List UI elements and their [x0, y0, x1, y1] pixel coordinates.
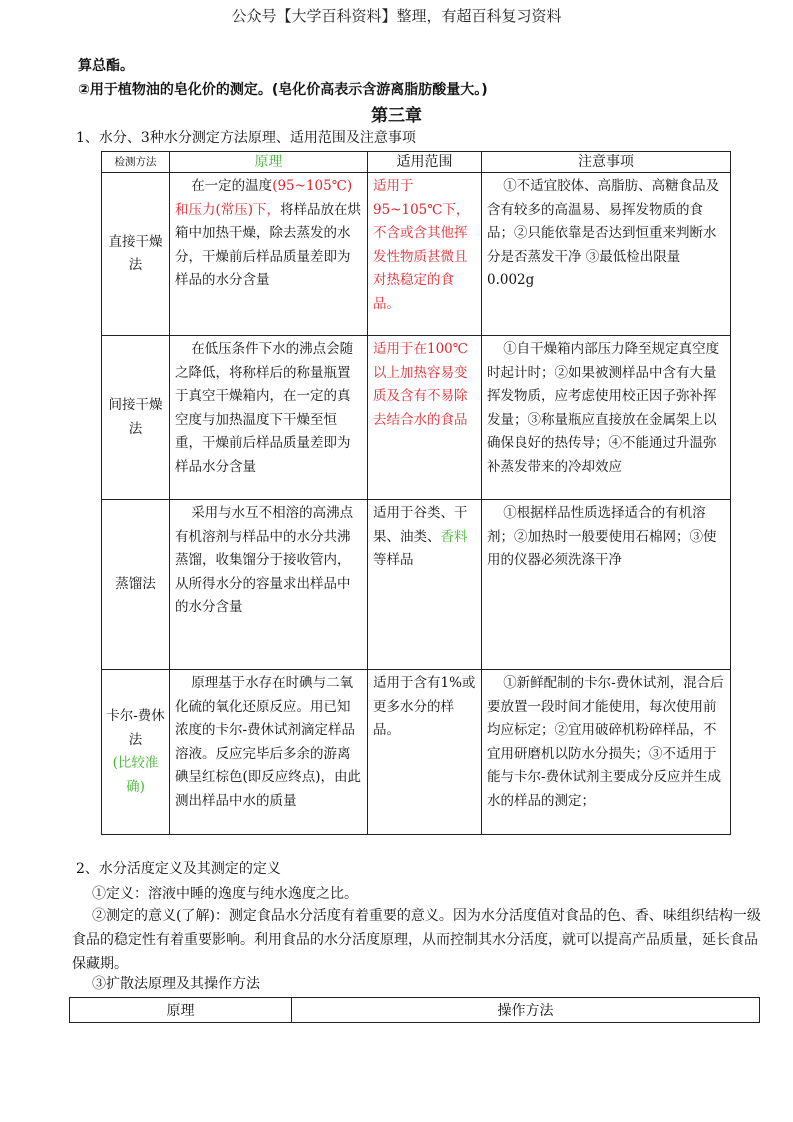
table-header-row — [102, 152, 731, 173]
header-principle: 原理 — [170, 152, 368, 173]
intro-line-1: 算总酯。 — [78, 58, 134, 74]
notes-cell: ①自干燥箱内部压力降至规定真空度时起计时；②如果被测样品中含有大量挥发物质，应考虑使用校正因子弥补挥发量；③称量瓶应直接放在金属架上以确保良好的热传导；④不能通过升温弥补蒸发带来的冷却效应 — [482, 336, 731, 500]
principle-cell: 在一定的温度(95~105℃)和压力(常压)下，将样品放在烘箱中加热干燥，除去蒸发的水分，干燥前后样品质量差即为样品的水分含量 — [170, 173, 368, 336]
table-row — [102, 500, 731, 670]
diffusion-method-title: ③扩散法原理及其操作方法 — [92, 976, 260, 992]
chapter-title: 第三章 — [371, 106, 422, 126]
scope-cell: 适用于谷类、干果、油类、香料等样品 — [368, 500, 482, 670]
notes-cell: ①根据样品性质选择适合的有机溶剂；②加热时一般要使用石棉网；③使用的仪器必须洗涤干净 — [482, 500, 731, 670]
header-scope: 适用范围 — [368, 152, 482, 173]
method-cell: 蒸馏法 — [102, 500, 170, 670]
scope-cell: 适用于含有1%或更多水分的样品。 — [368, 670, 482, 835]
scope-cell: 适用于在100℃以上加热容易变质及含有不易除去结合水的食品 — [368, 336, 482, 500]
principle-cell: 采用与水互不相溶的高沸点有机溶剂与样品中的水分共沸蒸馏，收集馏分于接收管内，从所得水分的容量求出样品中的水分含量 — [170, 500, 368, 670]
section1-title: 1、水分、3种水分测定方法原理、适用范围及注意事项 — [76, 130, 416, 146]
table-header-row — [70, 998, 760, 1023]
method-cell: 间接干燥法 — [102, 336, 170, 500]
principle-cell: 在低压条件下水的沸点会随之降低，将称样后的称量瓶置于真空干燥箱内，在一定的真空度与加热温度下干燥至恒重，干燥前后样品质量差即为样品水分含量 — [170, 336, 368, 500]
header-principle: 原理 — [70, 998, 292, 1023]
notes-cell: ①新鲜配制的卡尔-费休试剂，混合后要放置一段时间才能使用，每次使用前均应标定；②宜用破碎机粉碎样品，不宜用研磨机以防水分损失；③不适用于能与卡尔-费休试剂主要成分反应并生成水的样品的测定； — [482, 670, 731, 835]
method-cell — [102, 670, 170, 835]
table-row — [102, 173, 731, 336]
header-operation: 操作方法 — [292, 998, 760, 1023]
water-activity-definition: ①定义：溶液中睡的逸度与纯水逸度之比。 — [92, 886, 358, 902]
header-notes: 注意事项 — [482, 152, 731, 173]
scope-cell: 适用于95~105℃下，不含或含其他挥发性物质甚微且对热稳定的食品。 — [368, 173, 482, 336]
method-note: (比较准确) — [112, 755, 159, 795]
table-row — [102, 336, 731, 500]
page-header: 公众号【大学百科资料】整理，有超百科复习资料 — [231, 7, 562, 25]
method-name: 卡尔-费休法 — [106, 708, 165, 748]
header-method: 检测方法 — [102, 152, 170, 173]
section2-title: 2、水分活度定义及其测定的定义 — [76, 861, 281, 877]
notes-cell: ①不适宜胶体、高脂肪、高糖食品及含有较多的高温易、易挥发物质的食品；②只能依靠是否达到恒重来判断水分是否蒸发干净 ③最低检出限量 0.002g — [482, 173, 731, 336]
moisture-methods-table — [101, 151, 731, 835]
method-cell: 直接干燥法 — [102, 173, 170, 336]
water-activity-meaning: ②测定的意义(了解)：测定食品水分活度有着重要的意义。因为水分活度值对食品的色、香、味组织结构一级食品的稳定性有着重要影响。利用食品的水分活度原理，从而控制其水分活度，就可以提高产品质量，延长食品保藏期。 — [72, 908, 761, 972]
table-row — [102, 670, 731, 835]
principle-cell: 原理基于水存在时碘与二氧化硫的氧化还原反应。用已知浓度的卡尔-费休试剂滴定样品溶液。反应完毕后多余的游离碘呈红棕色(即反应终点)，由此测出样品中水的质量 — [170, 670, 368, 835]
diffusion-table — [69, 997, 760, 1023]
intro-line-2: ②用于植物油的皂化价的测定。(皂化价高表示含游离脂肪酸量大。) — [78, 82, 488, 98]
